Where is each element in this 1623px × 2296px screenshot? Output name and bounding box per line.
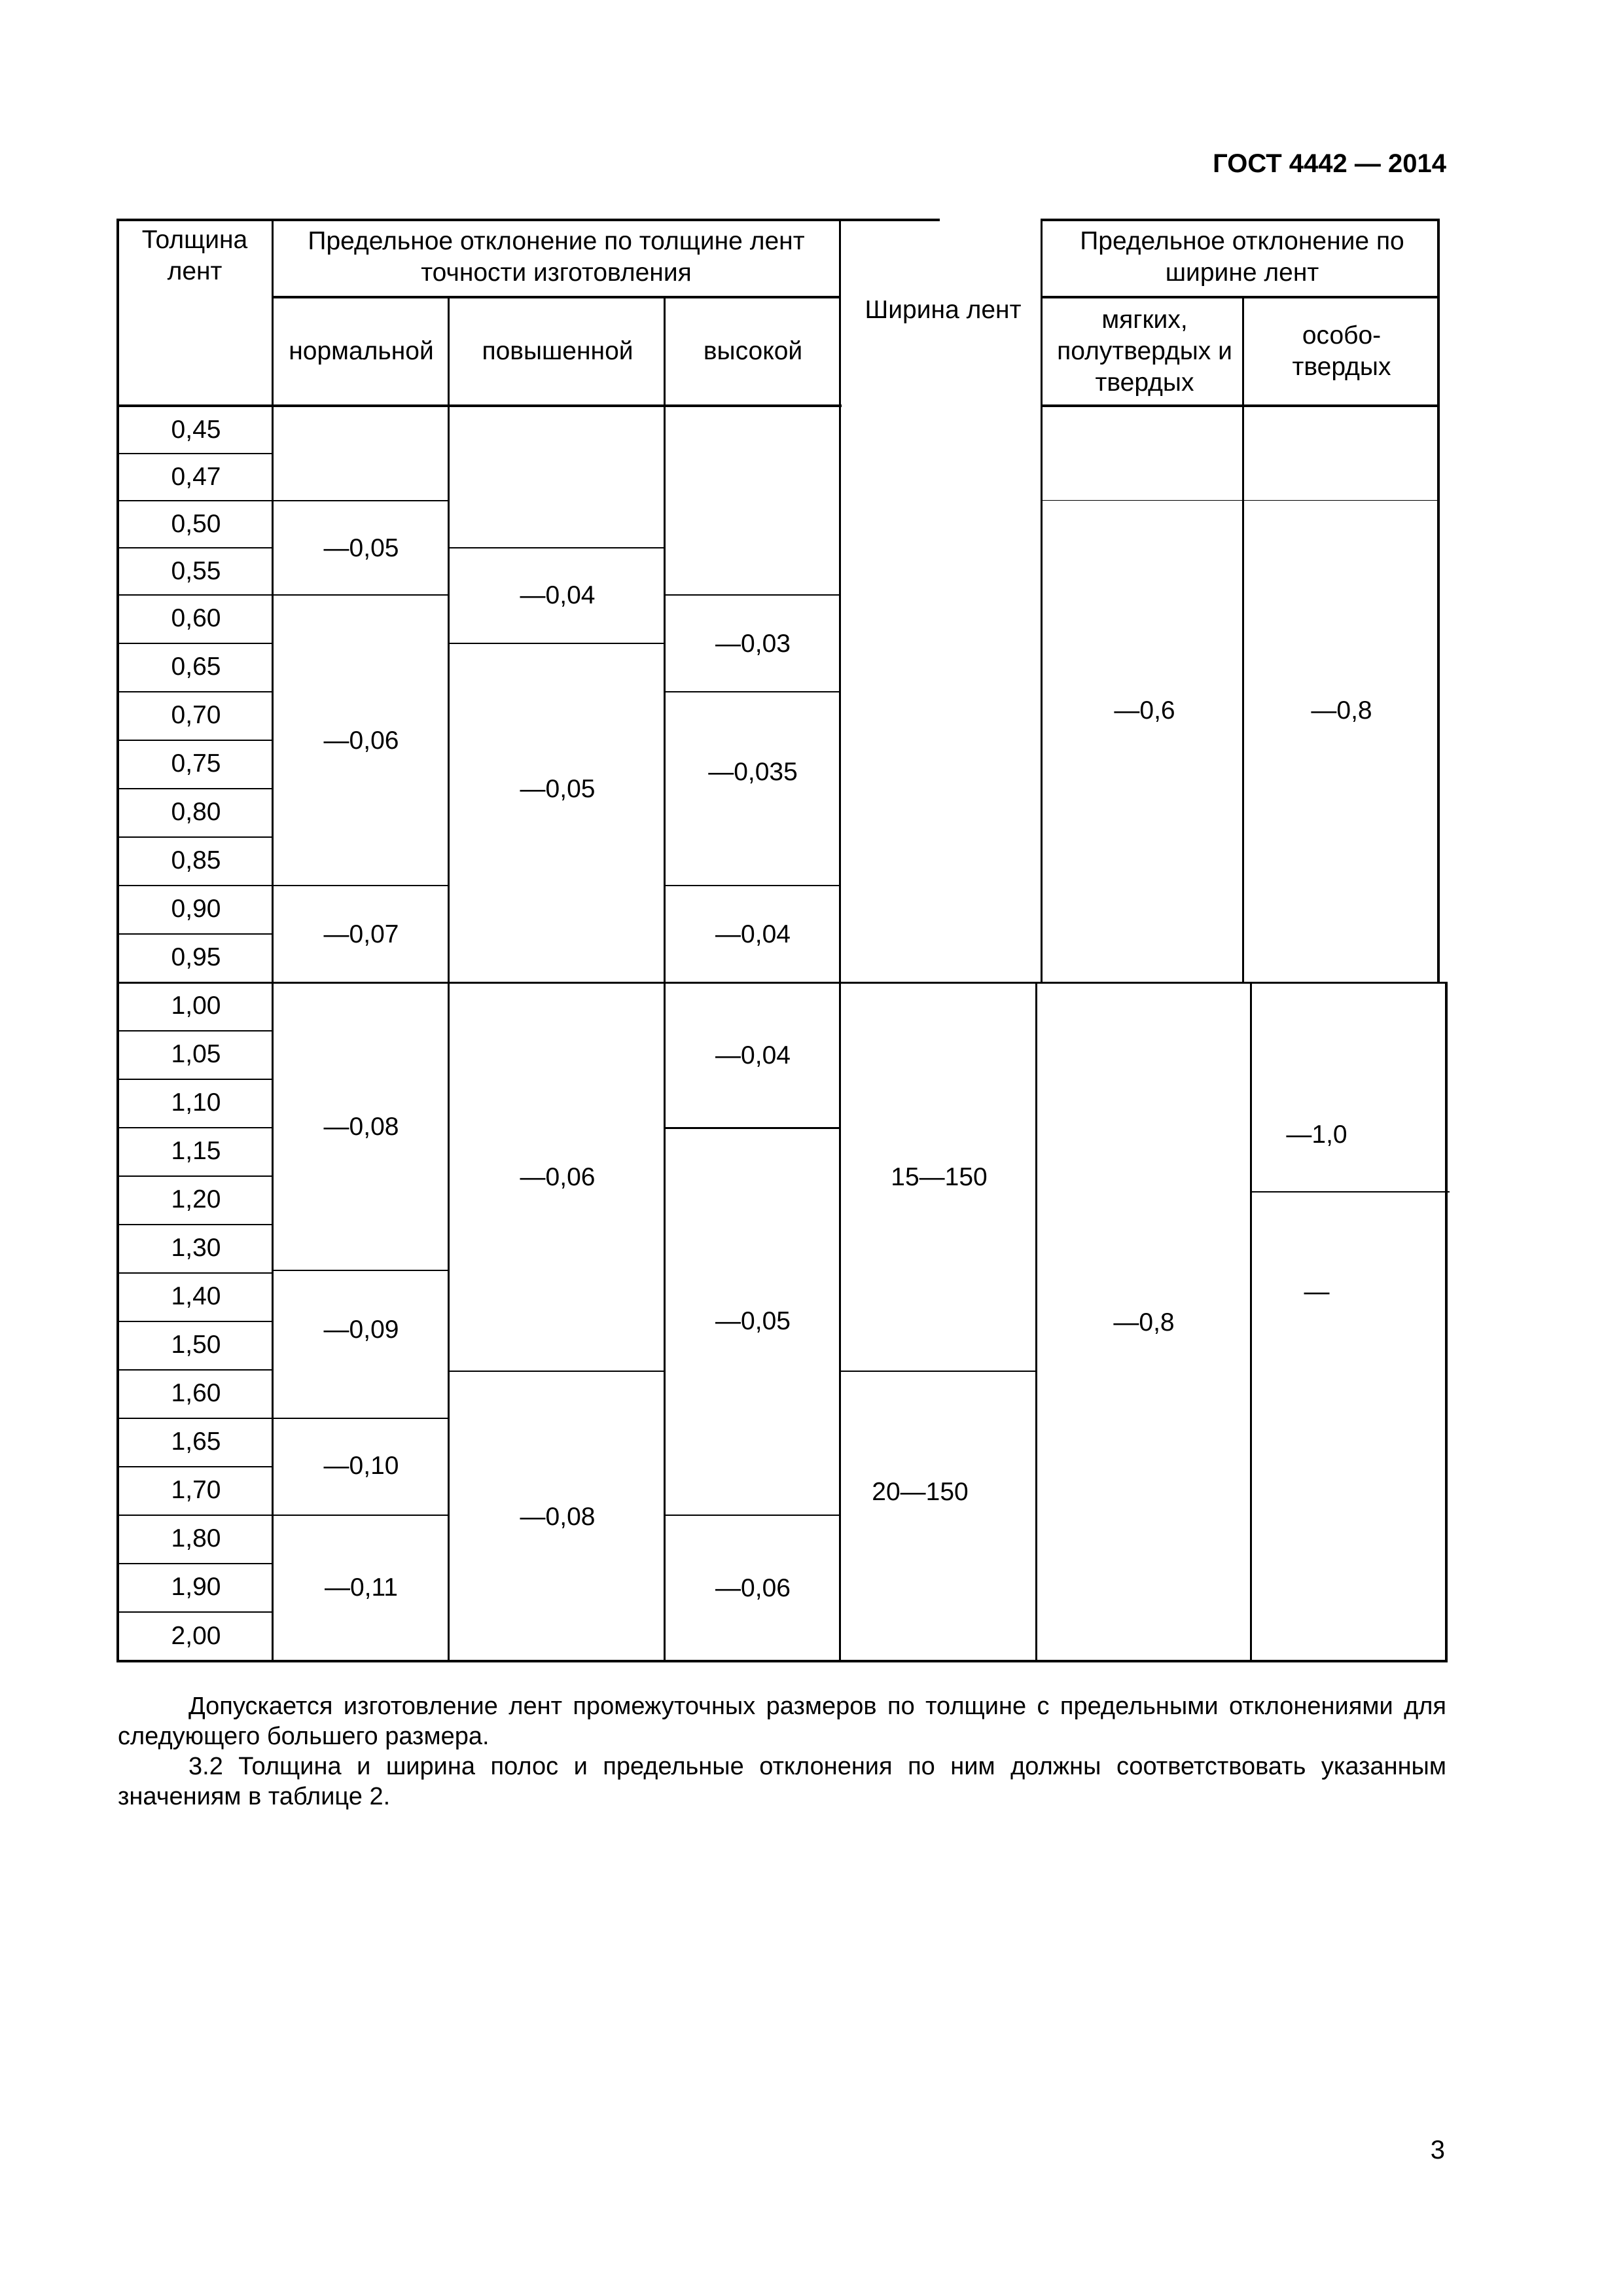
high-deviation: —0,05 xyxy=(715,1307,791,1335)
width-range: 20—150 xyxy=(872,1478,969,1506)
normal-deviation: —0,11 xyxy=(324,1573,398,1602)
extra-hard-deviation: —0,8 xyxy=(1311,696,1372,725)
increased-deviation: —0,04 xyxy=(520,581,596,609)
note-paragraph: Допускается изготовление лент промежуточных размеров по толщине с предельными отклонениями для следующего большего размера. xyxy=(118,1693,1446,1750)
thickness-cell: 1,10 xyxy=(171,1088,221,1117)
table-border xyxy=(272,1418,450,1419)
table-border xyxy=(116,500,274,501)
table-border xyxy=(272,885,450,886)
increased-deviation: —0,06 xyxy=(520,1163,596,1191)
header-normal: нормальной xyxy=(289,337,434,365)
table-border xyxy=(116,885,274,886)
thickness-cell: 1,90 xyxy=(171,1573,221,1601)
thickness-cell: 1,40 xyxy=(171,1282,221,1310)
table-border xyxy=(448,1371,666,1372)
header-increased: повышенной xyxy=(482,337,633,365)
header-thickness-deviation: Предельное отклонение по толщине лент точности изготовления xyxy=(308,227,805,287)
thickness-cell: 1,15 xyxy=(171,1137,221,1165)
table-border xyxy=(116,1418,274,1419)
table-border xyxy=(448,643,666,644)
header-extra-hard: особо-твердых xyxy=(1292,321,1391,381)
table-border xyxy=(116,219,940,221)
header-width-deviation: Предельное отклонение по ширине лент xyxy=(1080,227,1404,287)
table-border xyxy=(1042,404,1440,407)
thickness-cell: 0,85 xyxy=(171,846,221,874)
increased-deviation: —0,08 xyxy=(520,1503,596,1531)
table-border xyxy=(116,740,274,741)
thickness-cell: 1,80 xyxy=(171,1524,221,1552)
thickness-cell: 1,70 xyxy=(171,1476,221,1504)
table-border xyxy=(116,643,274,644)
table-border xyxy=(116,1321,274,1322)
high-deviation: —0,035 xyxy=(708,758,798,786)
thickness-cell: 0,65 xyxy=(171,653,221,681)
thickness-cell: 2,00 xyxy=(171,1622,221,1650)
header-width: Ширина лент xyxy=(865,296,1022,324)
table-border xyxy=(116,453,274,454)
table-border xyxy=(116,1369,274,1371)
table-border xyxy=(272,296,841,298)
thickness-cell: 1,00 xyxy=(171,992,221,1020)
table-border xyxy=(116,836,274,838)
table-border xyxy=(664,1515,840,1516)
normal-deviation: —0,10 xyxy=(323,1452,399,1480)
high-deviation: —0,06 xyxy=(715,1574,791,1602)
table-border xyxy=(116,788,274,789)
table-border xyxy=(272,500,450,501)
table-border xyxy=(116,547,274,548)
table-border xyxy=(116,1611,274,1613)
table-border xyxy=(272,1270,450,1271)
table-border xyxy=(116,1272,274,1274)
thickness-cell: 1,30 xyxy=(171,1234,221,1262)
table-border xyxy=(116,1224,274,1225)
table-border xyxy=(664,691,840,692)
document-code: ГОСТ 4442 — 2014 xyxy=(1213,149,1446,178)
table-border xyxy=(116,982,1448,984)
table-border xyxy=(272,594,450,596)
thickness-cell: 1,20 xyxy=(171,1185,221,1213)
table-border xyxy=(1041,219,1043,983)
table-border xyxy=(116,1127,274,1128)
table-border xyxy=(1250,982,1252,1661)
thickness-cell: 0,90 xyxy=(171,895,221,923)
thickness-cell: 0,70 xyxy=(171,701,221,729)
normal-deviation: —0,08 xyxy=(323,1113,399,1141)
normal-deviation: —0,06 xyxy=(323,726,399,755)
table-border xyxy=(116,1466,274,1467)
normal-deviation: —0,07 xyxy=(323,920,399,948)
header-high: высокой xyxy=(703,337,803,365)
table-border xyxy=(116,1030,274,1031)
table-border xyxy=(116,1660,1448,1662)
table-border xyxy=(839,219,841,1661)
thickness-cell: 1,60 xyxy=(171,1379,221,1407)
table-border xyxy=(116,1175,274,1177)
thickness-cell: 0,47 xyxy=(171,463,221,491)
table-border xyxy=(272,1515,450,1516)
table-border xyxy=(664,296,666,1661)
clause-paragraph: 3.2 Толщина и ширина полос и предельные отклонения по ним должны соответствовать указанным значениям в таблице 2. xyxy=(118,1753,1446,1810)
page-number: 3 xyxy=(1430,2136,1445,2164)
high-deviation: —0,04 xyxy=(715,1041,791,1069)
normal-deviation: —0,09 xyxy=(323,1316,399,1344)
table-border xyxy=(116,691,274,692)
table-border xyxy=(1445,982,1448,1662)
high-deviation: —0,04 xyxy=(715,920,791,948)
table-border xyxy=(116,933,274,935)
thickness-cell: 0,95 xyxy=(171,943,221,971)
extra-hard-deviation: —1,0 xyxy=(1286,1121,1347,1149)
table-border xyxy=(116,1515,274,1516)
soft-deviation: —0,6 xyxy=(1114,696,1175,725)
soft-deviation: —0,8 xyxy=(1113,1308,1175,1336)
table-border xyxy=(272,219,274,1661)
thickness-cell: 0,55 xyxy=(171,557,221,585)
thickness-cell: 0,50 xyxy=(171,510,221,538)
normal-deviation: —0,05 xyxy=(323,534,399,562)
table-border xyxy=(116,1079,274,1080)
table-border xyxy=(1042,296,1440,298)
table-border xyxy=(116,219,119,1661)
thickness-cell: 0,60 xyxy=(171,604,221,632)
increased-deviation: —0,05 xyxy=(520,775,596,803)
table-border xyxy=(116,404,842,407)
table-border xyxy=(1041,500,1440,501)
thickness-cell: 0,75 xyxy=(171,749,221,778)
header-thickness: Толщина лент xyxy=(141,226,248,285)
table-border xyxy=(664,1127,840,1129)
thickness-cell: 1,05 xyxy=(171,1040,221,1068)
thickness-cell: 1,50 xyxy=(171,1331,221,1359)
width-range: 15—150 xyxy=(891,1163,988,1191)
high-deviation: —0,03 xyxy=(715,630,791,658)
header-soft: мягких, полутвердых и твердых xyxy=(1057,306,1232,397)
table-border xyxy=(1035,982,1037,1661)
extra-hard-deviation: — xyxy=(1304,1278,1330,1306)
table-border xyxy=(116,594,274,596)
thickness-cell: 0,45 xyxy=(171,416,221,444)
table-border xyxy=(664,885,840,886)
table-border xyxy=(116,1563,274,1564)
table-border xyxy=(664,594,840,596)
table-border xyxy=(839,1371,1037,1372)
thickness-cell: 1,65 xyxy=(171,1427,221,1456)
table-border xyxy=(1250,1191,1450,1193)
table-border xyxy=(1437,219,1440,983)
table-border xyxy=(1042,219,1440,221)
table-border xyxy=(1242,296,1244,983)
table-border xyxy=(448,547,666,548)
thickness-cell: 0,80 xyxy=(171,798,221,826)
